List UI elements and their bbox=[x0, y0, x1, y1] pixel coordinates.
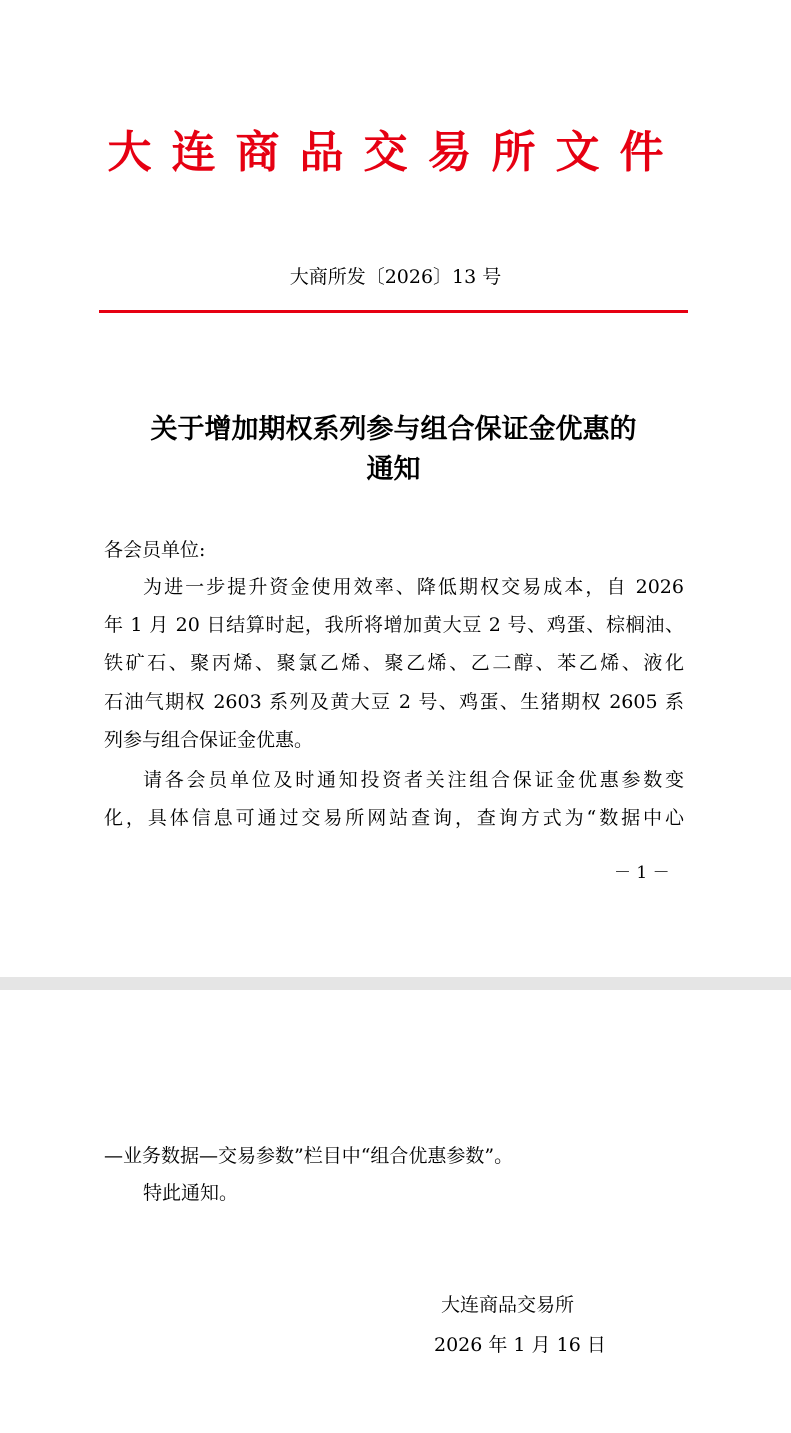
paragraph-1-line-4: 石油气期权 2603 系列及黄大豆 2 号、鸡蛋、生猪期权 2605 系 bbox=[104, 691, 684, 713]
page-number: － 1 － bbox=[614, 863, 670, 883]
paragraph-2-line-1: 请各会员单位及时通知投资者关注组合保证金优惠参数变 bbox=[143, 769, 684, 791]
notice-title bbox=[99, 410, 688, 490]
document-header-title: 大连商品交易所文件 bbox=[107, 127, 684, 178]
paragraph-1-line-2: 年 1 月 20 日结算时起，我所将增加黄大豆 2 号、鸡蛋、棕榈油、 bbox=[104, 614, 684, 636]
signer-organization: 大连商品交易所 bbox=[441, 1294, 575, 1316]
paragraph-1-line-3: 铁矿石、聚丙烯、聚氯乙烯、聚乙烯、乙二醇、苯乙烯、液化 bbox=[104, 652, 684, 674]
paragraph-2-continuation: —业务数据—交易参数”栏目中“组合优惠参数”。 bbox=[104, 1145, 514, 1167]
paragraph-1-line-5: 列参与组合保证金优惠。 bbox=[104, 729, 314, 751]
paragraph-1-line-1: 为进一步提升资金使用效率、降低期权交易成本，自 2026 bbox=[143, 576, 684, 598]
document-number: 大商所发〔2026〕13 号 bbox=[289, 266, 502, 288]
closing-line: 特此通知。 bbox=[143, 1182, 239, 1204]
notice-title-line-1: 关于增加期权系列参与组合保证金优惠的 bbox=[150, 414, 637, 445]
document-page-2 bbox=[0, 990, 791, 1433]
red-divider-line bbox=[99, 310, 688, 313]
signing-date: 2026 年 1 月 16 日 bbox=[434, 1334, 606, 1356]
paragraph-2-line-2: 化，具体信息可通过交易所网站查询，查询方式为“数据中心 bbox=[104, 807, 684, 829]
salutation: 各会员单位: bbox=[104, 539, 206, 561]
notice-title-line-2: 通知 bbox=[366, 454, 421, 485]
